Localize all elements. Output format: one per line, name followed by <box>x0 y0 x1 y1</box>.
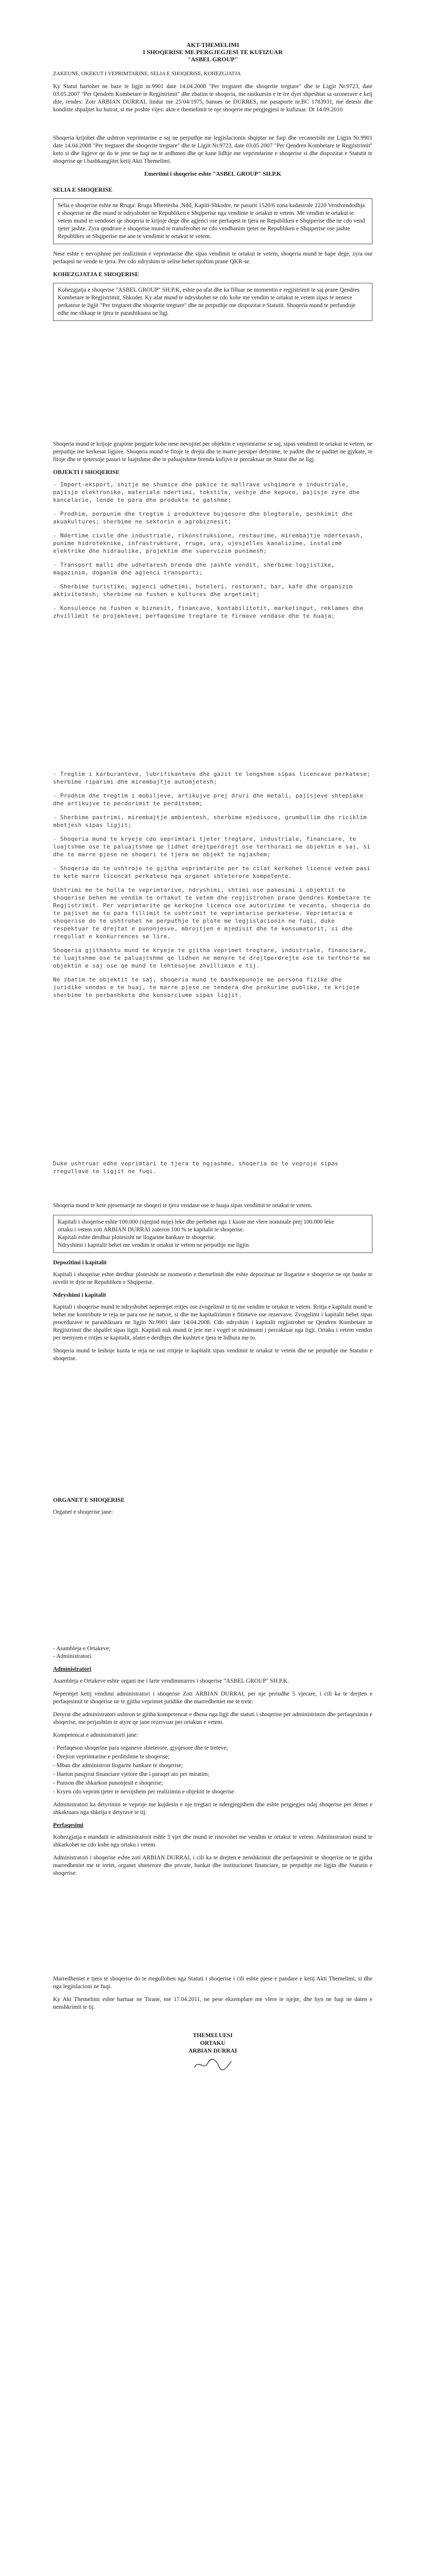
objekti-closing: Duke ushtruar edhe veprimtari te tjera te ngjashme, shoqeria do te veproje sipas rregullave te ligjit ne fuqi. <box>53 1160 338 1175</box>
objekti-item: - Sherbime turistike, agjenci udhetimi, hoteleri, restorant, bar, kafe dhe organizim aktivitetesh; sherbime ne fushen e kultures dhe argetimit; <box>53 583 353 598</box>
objekti-paragraph: Ushtrimi me te holla te veprimtarive, ndryshimi, shtimi ose pakesimi i objektit te shoqerise behen me vendim te ortakut te vetem dhe regjistrohen prane Qendres Kombetare te Regjistrimit. Per veprimtarite qe kerkojne licenca ose autorizime te vecanta, shoqeria do te pajiset me to para fillimit te ushtrimit te veprimtarise perkatese. Veprimtaria e shoqerise do te ushtrohet ne perputhje te plote me legjislacionin ne fuqi, duke respektuar te drejtat e punonjesve, mbrojtjen e mjedisit dhe te konsumatorit, si dhe rregullat e konkurrences se lire. <box>53 887 371 940</box>
section-heading-administratori: Administratori <box>53 1666 92 1672</box>
closing-date: Ky Akt Themelimi eshte hartuar ne Tirane, me 17.04.2011, ne pese ekzemplare me vlere te njejte, dhe hyn ne fuqi ne daten e nenshkrimit te tij. <box>53 1996 372 2010</box>
intro-paragraph: Ky Statut hartohet ne baze te ligjit nr.9901 date 14.04.2008 "Per tregtaret dhe shoqerite tregtare" dhe te Ligjit Nr.9723, date 03.05.2007 "Per Qendren Kombetare te Regjistrimit" dhe zbatim te shoqeria, me rastkuesin e te tre dyer shpeshtat sa ozonerave e keij dite, rendes: Zotr ARBIAN DURRAI, lindur me 25/04/1975, banues ne DURRES, me pasaporte nr.BC 1783931, me detesir dhe kondiste shpaljtet ku hutrat, si me poshte vijes: akte e themelimit te nje shoqerie me pergjegjesi te kufizuar. Dt 14.09.2010 <box>53 83 372 113</box>
objekti-item: - Import-eksport, shitje me shumice dhe pakice te mallrave ushqimore e industriale, pajisje elektronike, materiale ndertimi, tekstile, veshje dhe kepuce, pajisje zyre dhe kancelarie, lende te para dhe produkte te gatshme; <box>53 481 360 503</box>
company-name-box: Emertimi i shoqerise eshte "ASBEL GROUP" SH.P.K <box>144 171 281 177</box>
section-heading-ndryshimi: Ndryshimi i kapitalit <box>53 1292 106 1298</box>
objekti-intro: Shoqeria mund te krijoje grupime pergjate kohe nese nevojitet per objektin e veprimtarise se saj, sipas vendimit te ortakut te vetem, ne perputhje me kerkesat ligjore. Shoqeria mund te fitoje te drejta dhe te marre persiper detyrime, te padite dhe te paditet ne gjykate, te fitoje dhe te tjetersoje pasuri te luajtshme dhe te paluajtshme brenda kufijve te percaktuar ne Statut dhe ne ligj. <box>53 441 372 463</box>
kohezgjatja-box <box>53 283 372 321</box>
organet-paragraph: Administratori ka detyrimin te veproje me kujdesin e nje tregtari te ndergjegjshem dhe eshte pergjegjes ndaj shoqerise per demet e shkaktuara nga shkelja e detyrave te tij. <box>53 1802 372 1816</box>
objekti-item: - Shoqeria do te ushtroje te gjitha veprimtarite per te cilat kerkohet licence vetem pasi te kete marre licencat perkatese nga organet shteterore kompetente. <box>53 865 371 879</box>
organet-paragraph: Detyrat dhe administratori ushtron te gjitha kompetencat e dhena nga ligji dhe statuti i shoqerise per administrimin dhe perfaqesimin e shoqerise, me perjashtim te atyre qe jane rezervuar per ortakun e vetem. <box>53 1711 372 1725</box>
objekti-item: - Prodhim, perpunim dhe tregtim i produkteve bujqesore dhe blegtorale, peshkimit dhe akuakultures; sherbime ne sektorin e agrobiznesit; <box>53 511 353 525</box>
organet-paragraph: - Kryen cdo veprim tjeter te nevojshem per realizimin e objektit te shoqerise. <box>53 1789 236 1795</box>
title-line: AKT-THEMELIMI <box>186 41 240 48</box>
perfaqesimi-paragraph: Administratori i shoqerise eshte zoti ARBIAN DURRAI, i cili ka te drejten e nenshkrimit dhe perfaqesimit te shoqerise ne te gjitha marredheniet me te tretet, organet shteterore dhe private, bankat dhe institucionet financiare, ne perputhje me ligjin dhe Statutin e shoqerise. <box>53 1855 372 1876</box>
kapitali-text: Kapitali i shoqerise mund te ndryshohet nepermjet rritjes ose zvogelimit te tij me vendim te ortakut te vetem. Rritja e kapitalit mund te behet me kontribute te reja ne para ose ne natyre, si dhe me kapitalizimin e fitimeve ose rezervave. Zvogelimi i kapitalit behet sipas procedurave te parashikuara ne ligjin Nr.9901 date 14.04.2008. Cdo ndryshim i kapitalit regjistrohet ne Qendren Kombetare te Regjistrimit dhe shpallet sipas ligjit. Kapitali nuk mund te jete me i vogel se minimumi i percaktuar nga ligji. Ortaku i vetem vendos per menyren e rritjes se kapitalit, afatet e derdhjes dhe kushtet e tjera te lidhura me to. <box>53 1304 372 1341</box>
objekti-item: - Ndertime civile dhe industriale, rikonstruksione, restaurime, mirembajtje ndertesash, punime hidroteknike, infrastrukture, rruge, ura, ujesjelles kanalizime, instalime elektrike dhe hidraulike, projektim dhe supervizim punimesh; <box>53 532 364 554</box>
section-heading-organet: ORGANET E SHOQERISE <box>53 1497 125 1503</box>
signature-label: THEMELUESI <box>193 2032 233 2039</box>
kohezgjatja-text: Kohezgjatja e shoqerise "ASBEL GROUP" SH.P.K, eshte pa afat dhe ka filluar ne momentin e regjistrimit te saj prane Qendres Kombetare te Regjistrimit, Shkoder. Ky afat mund te ndryshohet ne cdo kohe me vendim te ortakut te vetem sipas te neneve perkatese te ligjit "Per tregtaret dhe shoqerite tregtare" dhe ne perputhje me dispozitat e Statutit. Shoqeria mund te perfundoje edhe me shkaqe te tjera te parashikuara ne ligj. <box>58 287 360 316</box>
title-line: I SHOQERISE ME PERGJEGJESI TE KUFIZUAR <box>143 48 283 56</box>
objekti-item: - Prodhim dhe tregtim i mobiljeve, artikujve prej druri dhe metali, pajisjeve shtepiake dhe artikujve te perdorimit te perditshem; <box>53 792 364 807</box>
organet-paragraph: Kompetencat e administratorit jane: <box>53 1732 139 1738</box>
organet-paragraph: - Perfaqeson shoqerine para organeve shteterore, gjyqesore dhe te treteve; <box>53 1745 228 1751</box>
legal-note: Shoqeria krijohet dhe ushtron veprimtarine e saj ne perputhje me legjislacionin shqiptar ne fuqi dhe vecanerisht me Ligjin Nr.9901 date 14.04.2008 "Per tregtaret dhe shoqerite tregtare" dhe te Ligjit Nr.9723, date 03.05.2007 "Per Qendren Kombetare te Regjistrimit" keto si dhe ligjeve qe do te jene ne fuqi ne te ardhmen dhe qe kane lidhje me veprimtarine e shoqerise si dhe dispozitat e Statutit te shoqerise qe i bashkangjitet ketij Akti Themelimi. <box>53 135 372 164</box>
signature-label: ORTAKU <box>200 2040 226 2046</box>
organet-sub: Organet e shoqerise jane: <box>53 1509 113 1515</box>
section-heading-selia: SELIA E SHOQERISE <box>53 187 113 193</box>
objekti-item: - Transport malli dhe udhetaresh brenda dhe jashte vendit, sherbime logjistike, magazinim, doganim dhe agjenci transporti; <box>53 562 335 576</box>
kapitali-line: Kapitali i shoqerise eshte 100.000 (njeqind mije) leke dhe perbehet nga 1 kuote me vlere nominale prej 100.000 leke <box>58 1219 334 1225</box>
kapitali-line: Kapitali eshte derdhur plotesisht ne llogarine bankare te shoqerise. <box>58 1234 216 1241</box>
section-heading-kohezgjatja: KOHEZGJATJA E SHOQERISE <box>53 272 139 278</box>
closing-paragraph: Marredheniet e tjera te shoqerise do te rregullohen nga Statuti i shoqerise i cili eshte pjese e pandare e ketij Akti Themelimi, si dhe nga legjislacioni ne fuqi. <box>53 1976 372 1990</box>
section-heading-depozitimi: Depozitimi i kapitalit <box>53 1260 107 1266</box>
document-body <box>53 41 372 2074</box>
objekti-item: - Konsulence ne fushen e biznesit, financave, kontabilitetit, marketingut, reklames dhe zhvillimit te projekteve; perfaqesime tregtare te firmave vendase dhe te huaja; <box>53 605 364 619</box>
objekti-item: - Tregtim i karburanteve, lubrifikanteve dhe gazit te lengshem sipas licencave perkatese; sherbime riparimi dhe mirembajtje automjetesh; <box>53 771 371 785</box>
organet-paragraph: - Punson dhe shkarkon punonjesit e shoqerise; <box>53 1780 163 1786</box>
organet-list-item: - Administratori. <box>53 1653 93 1659</box>
document-title <box>53 41 372 63</box>
organet-list-item: - Asambleja e Ortakeve; <box>53 1646 111 1652</box>
kapitali-text: Kapitali i shoqerise eshte derdhur plotesisht ne momentin e themelimit dhe eshte depozituar ne llogarine e shoqerise ne nje banke te nivelit te dyte ne Republiken e Shqiperise. <box>53 1272 372 1285</box>
scanned-section-1 <box>53 481 372 1175</box>
section-heading-perfaqesimi: Perfaqesimi <box>53 1822 83 1828</box>
kapitali-line: ortaku i vetem zoti ARBIAN DURRAI zoteron 100 % te kapitalit te shoqerise. <box>58 1227 244 1233</box>
handwritten-signature <box>192 2057 233 2072</box>
signature-name: ARBIAN DURRAI <box>188 2048 237 2054</box>
organet-paragraph: Nepermjet ketij vendimi administratori i shoqerise Zoti ARBIAN DURRAI, per nje periudhe 5 vjecare, i cili ka te drejten e perfaqesimit te shoqerise ne te gjitha veprimet juridike dhe marredheniet me te trete. <box>53 1691 372 1705</box>
objekti-item: - Sherbime pastrimi, mirembajtje ambientesh, sherbime mjedisore, grumbullim dhe riciklim mbetjesh sipas ligjit; <box>53 814 367 828</box>
title-line: "ASBEL GROUP" <box>187 56 238 63</box>
selia-box <box>53 198 372 244</box>
objekti-item: - Shoqeria mund te kryeje cdo veprimtari tjeter tregtare, industriale, financiare, te luajtshme ose te paluajtshme qe lidhet drejtperdrejt ose terthorazi me objektin e saj, si dhe te marre pjese ne shoqeri te tjera me objekt te ngjashem; <box>53 836 371 858</box>
organet-paragraph: Asambleja e Ortakeve eshte organi me i larte vendimmarres i shoqerise "ASBEL GROUP" SH.P.K. <box>53 1678 289 1684</box>
signature-block <box>53 2032 372 2074</box>
kapitali-line: Ndryshimi i kapitalit behet me vendim te ortakut te vetem ne perputhje me ligjin. <box>58 1242 250 1248</box>
objekti-paragraph: Shoqeria gjithashtu mund te kryeje te gjitha veprimet tregtare, industriale, financiare, te luajtshme ose te paluajtshme qe lidhen ne menyre te drejtperdrejte ose te terthorte me objektin e saj ose qe mund te lehtesojne zhvillimin e tij. <box>53 947 371 969</box>
kapitali-intro: Shoqeria mund te kete pjesemarrje ne shoqeri te tjera vendase ose te huaja sipas vendimit te ortakut te vetem. <box>53 1202 312 1209</box>
section-heading-objekti: OBJEKTI I SHOQERISE <box>53 469 120 476</box>
organet-paragraph: - Drejton veprimtarine e perditshme te shoqerise; <box>53 1754 170 1760</box>
selia-text: Selia e shoqerise eshte ne Rruga: Rruga Mbretesha ,Ndd, Kapiti-Shkodre, ne pasurit 1520/6 zona kadastrale 2220 Vendvendodhja e shoqerise ne dhe mund te ndryshohet ne Republiken e Shqiperise nga vendime te ortakut te vetem. Me vendim te ortakut te vetem mund te vendoset qe shoqeria te krijoje dege dhe agjenci ose perfaqesi te tjera ne Republiken e Shqiperise dhe ne cdo vend tjeter jashte. Zyra qendrore e shoqerise mund te transferohet ne cdo vendbanim tjeter ne Republiken e Shqiperise ose jashte Republikes se Shqiperise me ane te vendimit te ortakut te vetem. <box>58 202 365 240</box>
kapitali-box <box>53 1215 372 1253</box>
organet-paragraph: - Mban dhe administron llogarite bankare te shoqerise; <box>53 1762 183 1769</box>
selia-extra: Nese eshte e nevojshme per realizimin e veprimtarise dhe sipas vendimit te ortakut te vetem, shoqeria mund te hape dege, zyra ose perfaqesi ne vende te tjera. Per cdo ndryshim te selise behet njoftim prane QKR-se. <box>53 251 372 265</box>
intro-upper: ZAKEUNE, OKEKUT I VEPRIMTARINE, SELIA E SHOQERISE, KOHEZGJATJA <box>53 71 241 77</box>
objekti-paragraph: Ne zbatim te objektit te saj, shoqeria mund te bashkepunoje me persona fizike dhe juridike vendas e te huaj, te marre pjese ne tendera dhe prokurime publike, te krijoje sherbime te perbashketa dhe konsorciume sipas ligjit. <box>53 976 360 998</box>
perfaqesimi-paragraph: Kohezgjatja e mandatit te administratorit eshte 5 vjet dhe mund te rinovohet me vendim te ortakut te vetem. Administratori mund te shkarkohet ne cdo kohe nga ortaku i vetem. <box>53 1834 372 1848</box>
organet-paragraph: - Harton pasqyrat financiare vjetore dhe i paraqet ato per miratim; <box>53 1771 210 1777</box>
kapitali-text: Shoqeria mund te leshoje kuota te reja ne rast rritjeje te kapitalit sipas vendimit te ortakut te vetem dhe ne perputhje me Statutin e shoqerise. <box>53 1348 372 1362</box>
